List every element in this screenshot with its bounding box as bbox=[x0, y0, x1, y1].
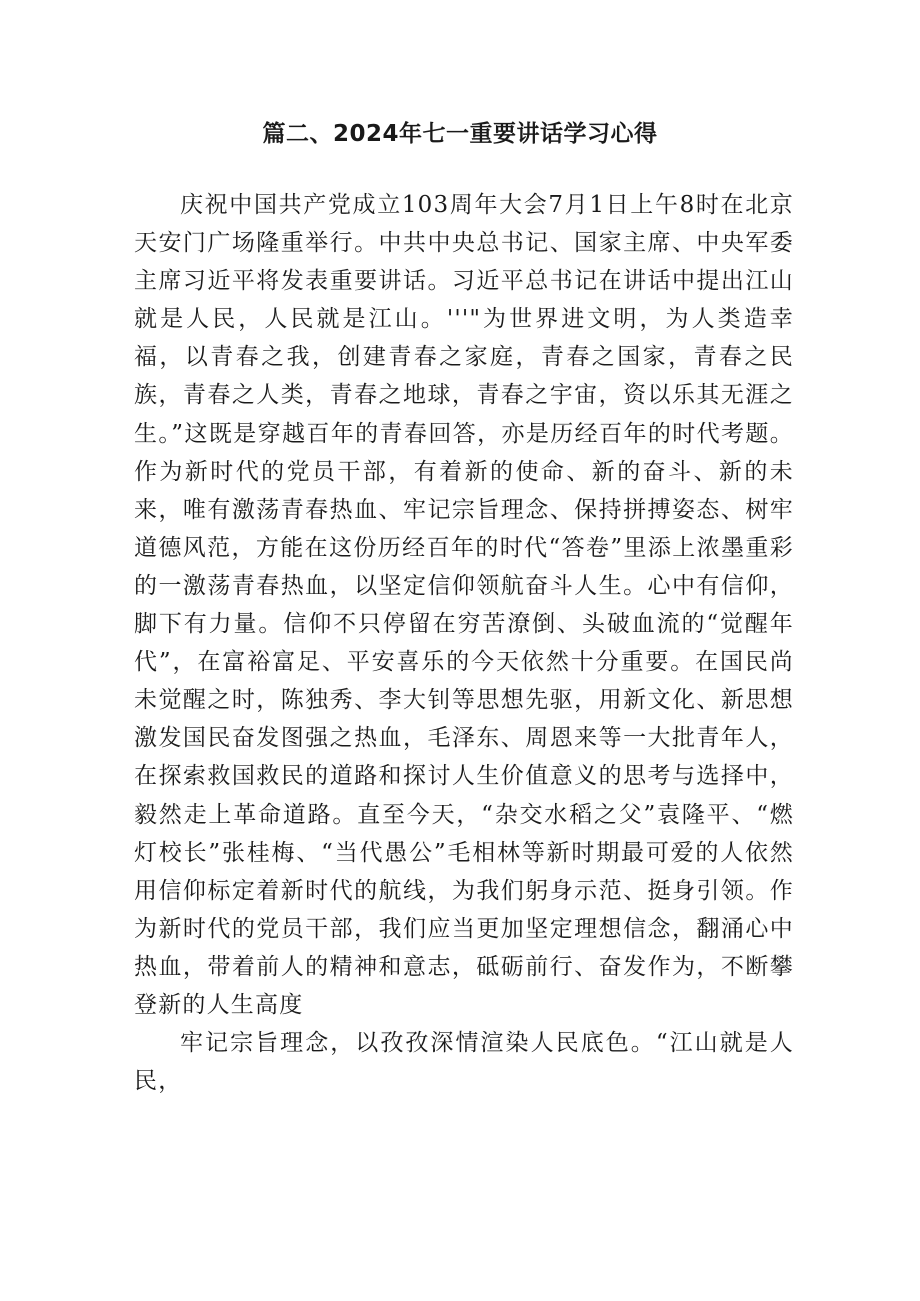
body-paragraph-1: 庆祝中国共产党成立103周年大会7月1日上午8时在北京天安门广场隆重举行。中共中央总书记、国家主席、中央军委主席习近平将发表重要讲话。习近平总书记在讲话中提出江山就是人民，人民就是江山。'''"为世界进文明，为人类造幸福，以青春之我，创建青春之家庭，青春之国家，青春之民族，青春之人类，青春之地球，青春之宇宙，资以乐其无涯之生。”这既是穿越百年的青春回答，亦是历经百年的时代考题。作为新时代的党员干部，有着新的使命、新的奋斗、新的未来，唯有激荡青春热血、牢记宗旨理念、保持拼搏姿态、树牢道德风范，方能在这份历经百年的时代“答卷”里添上浓墨重彩的一激荡青春热血，以坚定信仰领航奋斗人生。心中有信仰，脚下有力量。信仰不只停留在穷苦潦倒、头破血流的“觉醒年代”，在富裕富足、平安喜乐的今天依然十分重要。在国民尚未觉醒之时，陈独秀、李大钊等思想先驱，用新文化、新思想激发国民奋发图强之热血，毛泽东、周恩来等一大批青年人，在探索救国救民的道路和探讨人生价值意义的思考与选择中，毅然走上革命道路。直至今天，“杂交水稻之父”袁隆平、“燃灯校长”张桂梅、“当代愚公”毛相林等新时期最可爱的人依然用信仰标定着新时代的航线，为我们躬身示范、挺身引领。作为新时代的党员干部，我们应当更加坚定理想信念，翻涌心中热血，带着前人的精神和意志，砥砺前行、奋发作为，不断攀登新的人生高度 bbox=[134, 192, 794, 1018]
document-title: 篇二、2024年七一重要讲话学习心得 bbox=[262, 121, 658, 147]
document-body bbox=[134, 186, 794, 1100]
body-paragraph-2: 牢记宗旨理念，以孜孜深情渲染人民底色。“江山就是人民， bbox=[134, 1030, 794, 1095]
